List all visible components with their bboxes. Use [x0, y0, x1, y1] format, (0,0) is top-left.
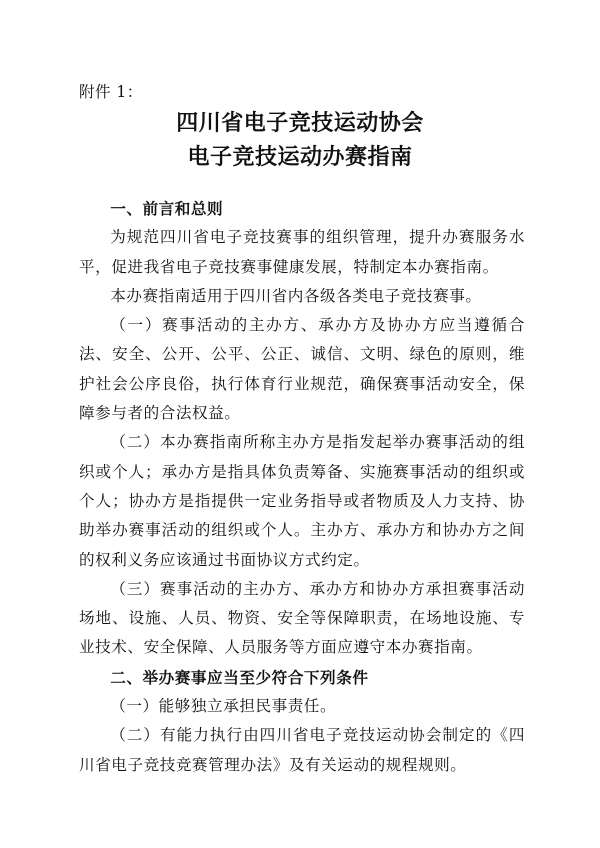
attachment-label: 附件 1：: [79, 83, 143, 101]
paragraph-condition-1: （一）能够独立承担民事责任。: [110, 697, 337, 716]
paragraph-principles: （一）赛事活动的主办方、承办方及协办方应当遵循合法、安全、公开、公平、公正、诚信、文明、绿色的原则，维护社会公序良俗，执行体育行业规范，确保赛事活动安全，保障参与者的合法权益。: [79, 316, 525, 423]
paragraph-definitions: （二）本办赛指南所称主办方是指发起举办赛事活动的组织或个人；承办方是指具体负责筹备、实施赛事活动的组织或个人；协办方是指提供一定业务指导或者物质及人力支持、协助举办赛事活动的组织或个人。主办方、承办方和协办方之间的权利义务应该通过书面协议方式约定。: [79, 433, 525, 569]
document-body: [79, 194, 525, 780]
document-title-line-1: 四川省电子竞技运动协会: [176, 110, 424, 136]
paragraph-responsibilities: （三）赛事活动的主办方、承办方和协办方承担赛事活动场地、设施、人员、物资、安全等保障职责，在场地设施、专业技术、安全保障、人员服务等方面应遵守本办赛指南。: [79, 579, 525, 657]
section-heading-1: 一、前言和总则: [110, 199, 224, 218]
section-heading-2: 二、举办赛事应当至少符合下列条件: [110, 667, 369, 687]
paragraph-condition-2: （二）有能力执行由四川省电子竞技运动协会制定的《四川省电子竞技竞赛管理办法》及有关运动的规程规则。: [79, 726, 525, 774]
paragraph-purpose: 为规范四川省电子竞技赛事的组织管理，提升办赛服务水平，促进我省电子竞技赛事健康发展，特制定本办赛指南。: [79, 228, 525, 276]
document-title-line-2: 电子竞技运动办赛指南: [187, 144, 413, 170]
paragraph-scope: 本办赛指南适用于四川省内各级各类电子竞技赛事。: [110, 286, 482, 305]
